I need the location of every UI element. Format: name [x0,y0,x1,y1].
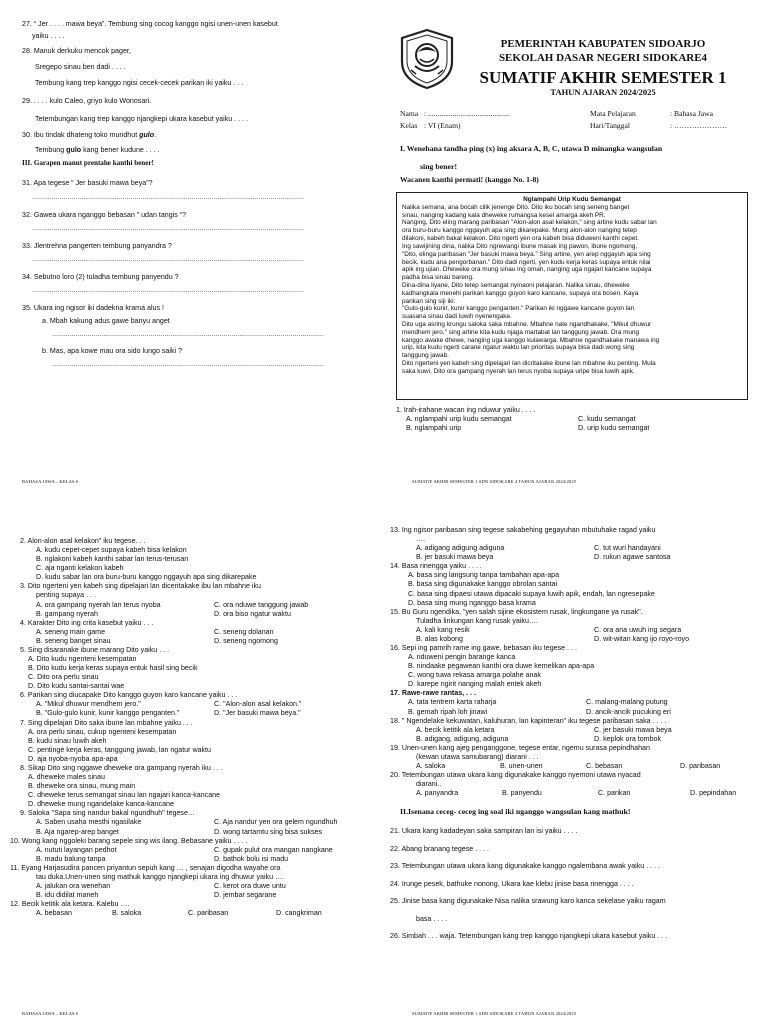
question-option[interactable]: A. ora perlu sinau, cukup ngenteni kesempatan [28,727,177,736]
question-text: 7. Sing dipelajari Dito saka ibune lan mbahne yaiku . . . [20,718,193,727]
instruction-1-line1: I. Wenehana tandha ping (x) ing aksara A, B, C, utawa D minangka wangsulan [400,144,663,153]
panel-top-left [22,20,372,374]
q35-b-text: b. Mas, apa kowe mau ora sido lungo saiki ? [42,347,182,355]
q22-text: 22. Abang branang tegese . . . . [390,844,489,853]
q28-line3: Tembung kang trep kanggo ngisi cecek-cecek parikan iki yaiku . . . [35,79,244,87]
story-line: urip, kita kudu ngerti carane ngatur waktu lan prioritas supaya bisa dadi wong sing [402,344,635,352]
q1-option-a[interactable]: A. nglampahi urip kudu semangat [406,415,512,424]
option-right[interactable]: D. jembar segarane [214,891,277,900]
option-right[interactable]: C. jer basuki mawa beya [594,725,672,734]
question-text: 9. Saloka "Sapa sing nandur bakal ngundhuh" tegese… [20,809,196,818]
question-option[interactable]: B. Dito kudu kerja keras supaya entuk hasil sing becik [28,664,198,673]
footer-top-right: SUMATIF AKHIR SEMESTER 1 SDN SIDOKARE 4 TAHUN AJARAN 2024/2025 [412,479,577,484]
question-option-row [10,700,372,709]
q1-block [396,406,748,433]
option-left[interactable]: B. gampang nyerah [36,609,98,618]
q12-options [10,909,372,918]
question-option[interactable]: D. Dito kudu santai-santai wae [28,682,125,691]
question-text: 14. Basa rinengga yaiku . . . . [390,562,482,571]
exam-title: SUMATIF AKHIR SEMESTER 1 [479,68,727,87]
question-option-row [390,726,750,735]
q20-text-cont: diarani.. [416,780,442,789]
story-body [402,204,742,376]
question-option[interactable]: A. dheweke males sinau [28,773,105,782]
story-line: mendhem jero," sing artine kita kudu njaga martabat lan tanggung jawab. Ora mung [402,328,640,336]
option-right[interactable]: D. wong tartamtu sing bisa sukses [214,827,323,836]
story-line: tanggung jawab. [402,352,449,360]
question-option[interactable]: D. aja nyoba-nyoba apa-apa [28,754,118,763]
q12-option-d[interactable]: D. cangkriman [276,909,322,918]
option-right[interactable]: C. ora nduwe tanggung jawab [214,600,309,609]
question-text: 11. Eyang Harjasudira pancen priyantun sepuh kang … , senajan digodha wayahe ora [10,863,281,872]
q19-options [390,762,750,771]
q21-text: 21. Ukara kang kadadeyan saka sampiran lan isi yaiku . . . . [390,827,578,836]
question-option[interactable]: B. basa sing digunakake kanggo obrolan santai [408,580,558,589]
question-text: 6. Parikan sing diucapake Dito kanggo guyon karo kancane yaiku . . . [20,691,238,700]
option-left[interactable]: A. becik ketitik ala ketara [416,725,495,734]
option-left[interactable]: B. Aja ngarep-arep banget [36,827,119,836]
instruction-1-line2: sing bener! [420,162,458,171]
story-line: Dito ngerteni yen kabeh sing dipelajari lan dicritakake ibune lan mbahne iku penting. Mula [402,360,656,368]
question-option[interactable]: D. kudu sabar lan ora buru-buru kanggo nggayuh apa sing dikarepake [36,573,257,582]
story-line: kadhangkala menehi parikan kanggo guyon karo kancane, supaya ora bosen. Kaya [402,289,639,297]
question-text: 18. " Ngendelake kekuwatan, kaluhuran, lan kapinteran" iku tegese paribasan saka . . . . [390,716,667,725]
panel-bottom-right [390,526,750,946]
question-option[interactable]: B. nindaake pegawean kanthi ora duwe kemelikan apa-apa [408,662,595,671]
fill-in-questions [390,823,750,946]
hari-field[interactable]: : ………………… [670,121,728,130]
question-option-row [390,698,750,707]
question-option[interactable]: C. wong tuwa rekasa amarga polahe anak [408,671,541,680]
option-left[interactable]: A. Saben usaha mesthi ngasilake [36,818,142,827]
story-line: Dina-dina liyane, Dito tetep semangat nyinaoni pelajaran. Nalika sinau, dheweke [402,281,630,289]
option-left[interactable]: B. gemah ripah loh jinawi [408,707,488,716]
question-text: 19. Unen-unen kang ajeg penganggone, tegese entar, ngemu surasa pepindhahan [390,743,650,752]
option-right[interactable]: C. ora ana uwuh ing segara [594,625,682,634]
emphasized-word: gulo [139,131,155,139]
story-line: padha bisa sinau bareng. [402,274,474,282]
question-text: 13. Ing ngisor paribasan sing tegese sakabehing gegayuhan mbutuhake ragad yaiku [390,526,656,534]
option-right[interactable]: C. seneng dolanan [214,627,274,636]
story-line: suasana sinau dadi luwih nyenengake. [402,313,512,321]
q19-option-c[interactable]: C. bebasan [586,762,623,771]
footer-top-left: BAHASA JAWA – KELAS 6 [22,479,79,484]
option-right[interactable]: D. ora biso ngatur waktu [214,609,291,618]
question-text: 12. Becik ketitik ala ketara. Kalebu …. [10,900,130,909]
q27-yaiku: yaiku . . . . [32,32,65,40]
story-line: "Gulo-gulo kunir, kunir kanggo penganten." Parikan iki nggawe kancane guyon lan [402,305,635,313]
questions-13-19 [390,526,750,762]
emphasized-word: gulo [66,146,82,154]
question-option[interactable]: A. kudu cepet-cepet supaya kabeh bisa kelakon [36,546,187,555]
question-option[interactable]: B. dheweke ora sinau, mung main [28,782,136,791]
question-option[interactable]: B. kudu sinau luwih akeh [28,736,107,745]
q27-cont [22,32,372,47]
story-line: ora buru-buru kanggo nggayuh apa sing dikarepake. Mung alon-alon nanging tetep [402,227,637,235]
mapel-value: : Bahasa Jawa [670,109,714,118]
question-text: (kewan utawa samubarang) diarani . . . [416,752,539,761]
story-line: sinau, nanging kadang kala dheweke rumangsa kesel amarga akeh PR. [402,211,606,219]
kelas-value: : VI (Enam) [424,121,461,130]
q31-text: 31. Apa tegese “ Jer basuki mawa beya”? [22,179,153,187]
q19-option-a[interactable]: A. saloka [416,762,446,771]
option-right[interactable]: D. keplok ora tombok [594,734,662,743]
q35-b-answer-line[interactable]: .......................................................................................................................................... [52,360,324,368]
question-option-row [10,709,372,718]
option-right[interactable]: C. Aja nandur yen ora gelem ngundhuh [214,818,338,827]
option-right[interactable]: D. "Jer basuki mawa beya." [214,709,301,718]
option-left[interactable]: A. ora gampang nyerah lan terus nyoba [36,600,161,609]
option-right[interactable]: D. rukun agawe santosa [594,553,671,562]
question-option-row [10,846,372,855]
q27-text: 27. “ Jer . . . . mawa beya”. Tembung sing cocog kanggo ngisi unen-unen kasebut [22,20,278,28]
question-text: Tuladha linkungan kang rusak yaiku…. [416,616,538,625]
story-line: parikan sing siji iki: [402,297,456,305]
q24-text: 24. Irunge pesek, bathuke nonong. Ukara kae klebu jinise basa rinengga . . . . [390,879,634,888]
story-line: Nalika semana, ana bocah cilik jenenge Dito. Dito iku bocah sing seneng banget [402,203,630,211]
question-option-row [10,601,372,610]
q35-a-text: a. Mbah kakung adus gawe banyu anget [42,317,170,325]
q34-answer-line[interactable]: .......................................................................................................................................... [32,286,304,294]
nama-field[interactable]: : ........................................... [424,109,510,118]
question-option-row [390,626,750,635]
option-left[interactable]: B. seneng banget sinau [36,636,111,645]
q32-answer-line[interactable]: .......................................................................................................................................... [32,224,304,232]
q34-text: 34. Sebutno loro (2) tuladha tembung panyendu ? [22,273,179,281]
q1-option-d[interactable]: D. urip kudu semangat [578,424,650,433]
option-left[interactable]: A. kali kang resik [416,625,470,634]
story-line: apik ing ujian. Dheweke ora mung sinau ing omah, nanging uga ngajari kancane supaya [402,266,652,274]
option-left[interactable]: A. seneng main game [36,627,106,636]
story-title: Nglampahi Urip Kudu Semangat [523,196,621,203]
option-right[interactable]: C. tut wuri handayani [594,544,661,553]
option-right[interactable]: C. kerot ora duwe untu [214,881,286,890]
mapel-label: Mata Pelajaran [590,109,636,118]
q12-option-b[interactable]: B. saloka [112,909,142,918]
question-option-row [390,735,750,744]
story-line: Dito uga asring krungu saloka saka mbahne. Mbahne nate ngandhakake, "Mikul dhuwur [402,321,652,328]
question-option-row [10,882,372,891]
q33-answer-line[interactable]: .......................................................................................................................................... [32,255,304,263]
question-text: 10. Wong kang nggoleki barang sepele sing wis ilang. Bebasane yaiku . . . . [10,836,248,845]
panel-bottom-left [10,537,372,918]
question-text: 16. Sepi ing pamrih rame ing gawe, bebasan iku tegese . . . [390,644,577,653]
question-option-row [390,544,750,553]
q33-text: 33. Jlentrehna pangerten tembung panyandra ? [22,242,172,250]
question-text: 3. Dito ngerteni yen kabeh sing dipelajari lan diceritakake ibu lan mbahne iku [20,582,261,591]
question-option[interactable]: C. Dito ora perlu sinau [28,673,99,682]
question-text: 8. Sikap Dito sing nggawe dheweke ora gampang nyerah iku . . . [20,763,223,772]
question-option[interactable]: A. Dito kudu ngenteni kesempatan [28,655,137,664]
nama-label: Nama [400,109,419,118]
q23-text: 23. Tetembungan utawa ukara kang digunakake kanggo ngalembana awak yaiku . . . . [390,862,661,871]
question-option[interactable]: D. karepe ngirit nanging malah entek akeh [408,680,542,689]
option-left[interactable]: B. "Gulo-gulo kunir, kunir kanggo penganten." [36,709,180,718]
option-left[interactable]: A. nututi layangan pedhot [36,845,117,854]
question-option-row [10,818,372,827]
option-left[interactable]: A. tata tentrem karta raharja [408,698,497,707]
option-right[interactable]: D. wit-witan kang ijo royo-royo [594,634,690,643]
q35-text: 35. Ukara ing ngisor iki dadekna krama alus ! [22,304,164,312]
q28-line2: Sregepo sinau ben dadi . . . . [35,63,126,71]
q20-option-a[interactable]: A. panyandra [416,789,459,798]
hari-label: Hari/Tanggal [590,121,630,130]
question-option-row [390,708,750,717]
q12-option-c[interactable]: C. paribasan [188,909,229,918]
option-right[interactable]: D. bathok bolu isi madu [214,854,289,863]
read-instruction: Wacanen kanthi permati! (kanggo No. 1-8) [400,175,539,184]
option-left[interactable]: A. "Mikul dhuwur mendhem jero." [36,700,141,709]
option-left[interactable]: B. madu balung tanpa [36,854,106,863]
q20-option-d[interactable]: D. pepindahan [690,789,737,798]
q1-option-b[interactable]: B. nglampahi urip [406,424,462,433]
q29-line2: Tetembungan kang trep kanggo njangkepi ukara kasebut yaiku . . . . [35,115,248,123]
q20-option-c[interactable]: C. parikan [598,789,631,798]
question-option-row [10,610,372,619]
q19-option-b[interactable]: B. unen-unen [500,762,543,771]
question-option[interactable]: C. aja nganti kelakon kabeh [36,564,124,573]
q20-option-b[interactable]: B. panyendu [502,789,542,798]
q19-option-d[interactable]: D. paribasan [680,762,721,771]
question-option[interactable]: C. dheweke terus semangat sinau lan ngajari kanca-kancane [28,791,221,800]
question-option[interactable]: D. basa sing mung nganggo basa krama [408,598,536,607]
question-option-row [390,635,750,644]
q35-a-answer-line[interactable]: .......................................................................................................................................... [52,330,324,338]
option-left[interactable]: B. idu didilat maneh [36,891,99,900]
option-right[interactable]: C. "Alon-alon asal kelakon." [214,700,302,709]
question-option[interactable]: A. basa sing langsung tanpa tambahan apa-apa [408,571,560,580]
question-text: 5. Sing disaranake ibune marang Dito yaiku . . . [20,645,170,654]
question-option[interactable]: D. dheweke mung ngandelake kanca-kancane [28,800,174,809]
question-option-row [10,628,372,637]
question-option-row [10,891,372,900]
option-right[interactable]: D. seneng ngomong [214,636,278,645]
question-option-row [10,828,372,837]
question-text: 17. Rawe-rawe rantas, . . . [390,689,476,698]
gov-name: PEMERINTAH KABUPATEN SIDOARJO [500,38,706,50]
q12-option-a[interactable]: A. bebasan [36,909,72,918]
question-option[interactable]: C. basa sing dipaesi utawa dipacaki supaya luwih apik, endah, lan ngresepake [408,589,655,598]
story-line: Nanging, Dito eling marang paribasan "Alon-alon asal kelakon," sing artine kudu sabar lan [402,219,657,227]
option-left[interactable]: B. alas kobong [416,634,463,643]
q30-line2: Tembung gulo kang bener kudune . . . . [35,146,160,154]
school-logo [396,28,458,90]
story-line: kanggo awake dhewe, nanging uga kanggo kulawarga. Mbahne ngandhakake manawa ing [402,336,660,344]
q31-answer-line[interactable]: .......................................................................................................................................... [32,193,304,201]
instruction-1 [400,140,748,176]
question-text: 15. Bu Guru ngendika, "yen salah sijine ekosistem rusak, lingkungane ya rusak". [390,607,643,616]
option-right[interactable]: D. ancik-ancik pucuking eri [586,707,671,716]
question-text: …. [416,535,426,544]
q20-text: 20. Tetembungan utawa ukara kang digunakake kanggo nyemoni utawa nyacad [390,771,641,780]
section-ii-heading: II.Isenana ceceg- ceceg ing soal iki nganggo wangsulan kang mathuk! [400,807,631,817]
q20-options [390,789,750,798]
question-text: penting supaya . . . [36,591,96,600]
school-name: SEKOLAH DASAR NEGERI SIDOKARE4 [498,52,708,64]
q29-text: 29. . . . . kulo Caleo, griyo kulo Wonosari. [22,97,152,105]
identity-block [400,108,748,132]
q1-text: 1. Irah-irahane wacan ing nduwur yaiku . . . . [396,406,536,414]
q1-option-c[interactable]: C. kudu semangat [578,415,636,424]
q30-text: 30. Ibu tindak dhateng toko mundhut gulo. [22,131,157,139]
story-line: Ing sawijining dina, nalika Dito ngrewangi ibune masak ing pawon, ibune ngomong, [402,242,638,250]
question-option[interactable]: C. pentingé kerja keras, tanggung jawab, lan ngatur waktu [28,745,211,754]
q26-text: 26. Simbah . . . waja. Tetembungan kang trep kanggo njangkepi ukara kasebut yaiku . . . [390,932,668,941]
option-left[interactable]: B. adigang, adigung, adiguna [416,734,509,743]
q25-text: 25. Jinise basa kang digunakake Nisa nalika srawung karo kanca sekelase yaiku ragam [390,897,666,906]
regency-seal-icon [396,28,458,90]
story-line: saka kuwi, Dito ora gampang nyerah lan terus nyoba supaya uripe bisa luwih apik. [402,367,635,375]
question-text: tau duka.Unen-unen sing mathuk kanggo njangkepi ukara ing dhuwur yaiku …. [36,872,285,881]
question-option-row [10,855,372,864]
story-line: "Dito, elinga paribasan "Jer basuki mawa beya." Sing artine, yen arep nggayuh apa sing [402,250,651,258]
question-option[interactable]: A. nduweni pengin barange kanca [408,653,516,662]
school-year: TAHUN AJARAN 2024/2025 [550,87,656,97]
q32-text: 32. Gawea ukara nganggo bebasan ” udan tangis “? [22,211,187,219]
question-text: 2. Alon-alon asal kelakon” iku tegese. . . [20,537,146,545]
section-iii-heading: III. Garapen manut prentahe kanthi bener! [22,159,154,167]
footer-bottom-right: SUMATIF AKHIR SEMESTER 1 SDN SIDOKARE 4 TAHUN AJARAN 2024/2025 [412,1011,577,1016]
footer-bottom-left: BAHASA JAWA – KELAS 6 [22,1011,79,1016]
questions-2-12 [10,537,372,909]
story-line: dilakoni, kabeh bakal kelakon. Dito ngerti yen ora kabeh bisa diduweni kanthi cepet. [402,235,639,243]
option-left[interactable]: B. jer basuki mawa beya [416,553,494,562]
q28-text: 28. Manuk derkuku mencok pager, [22,47,131,55]
option-right[interactable]: C. malang-malang putung [586,698,668,707]
question-option[interactable]: B. nglakoni kabeh kanthi sabar lan terus-terusan [36,555,189,564]
q25-text-cont: basa . . . . [416,914,448,923]
option-right[interactable]: C. gupak pulut ora mangan nangkane [214,845,333,854]
kelas-label: Kelas [400,121,418,130]
question-text: 4. Karakter Dito ing crita kasebut yaiku . . . [20,618,154,627]
story-line: becik, kudu ana pengorbanan." Dito dadi ngerti, yen kudu kerja keras supaya entuk nilai [402,258,651,266]
option-left[interactable]: A. jalukan ora wenehan [36,881,111,890]
story-box [396,192,748,400]
question-option-row [10,637,372,646]
option-left[interactable]: A. adigang adigung adiguna [416,544,505,553]
question-option-row [390,553,750,562]
